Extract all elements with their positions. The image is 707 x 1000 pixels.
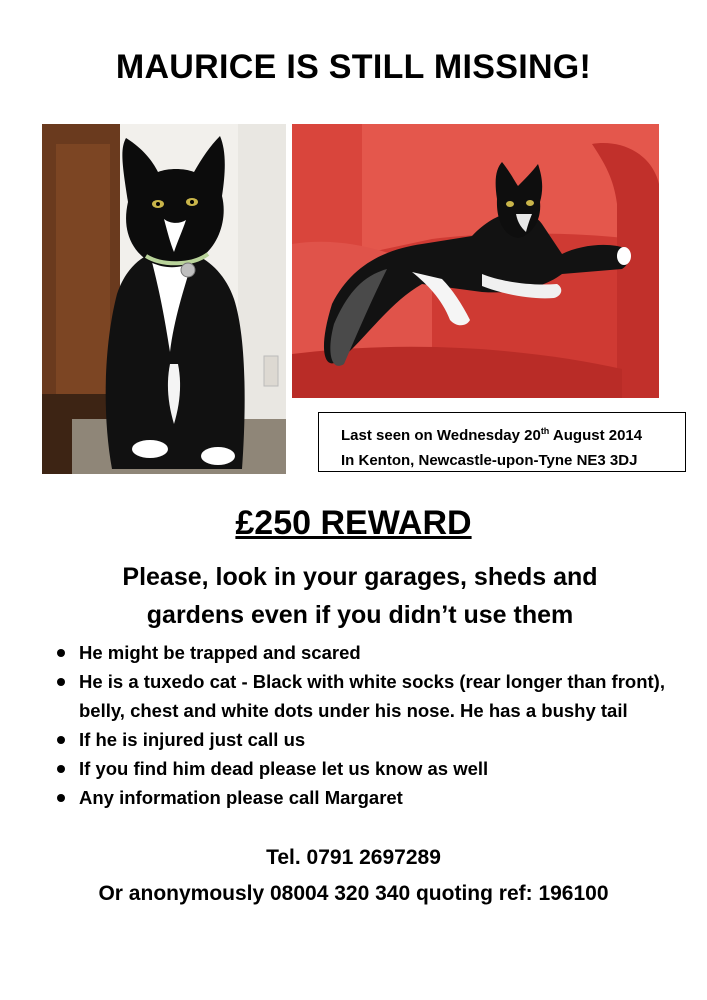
list-item: He is a tuxedo cat - Black with white socks (rear longer than front), belly, chest and white dots under his nose. He has a bushy tail: [55, 667, 695, 725]
reward-heading: £250 REWARD: [235, 504, 472, 542]
info-bullet-list: [55, 638, 695, 812]
list-item: If you find him dead please let us know as well: [55, 754, 695, 783]
plea-text: [60, 558, 660, 634]
last-seen-box: [318, 412, 686, 472]
telephone-number: Tel. 0791 2697289: [266, 846, 441, 869]
anonymous-contact: Or anonymously 08004 320 340 quoting ref: 196100: [98, 882, 609, 905]
list-item: He might be trapped and scared: [55, 638, 695, 667]
last-seen-date: Last seen on Wednesday 20th August 2014: [341, 426, 643, 444]
list-item: If he is injured just call us: [55, 725, 695, 754]
list-item: Any information please call Margaret: [55, 783, 695, 812]
plea-line-2: gardens even if you didn’t use them: [146, 601, 574, 629]
cat-sitting-photo: [42, 124, 286, 474]
cat-on-armchair-photo: [292, 124, 659, 398]
last-seen-location: In Kenton, Newcastle-upon-Tyne NE3 3DJ: [341, 452, 638, 469]
poster-title: MAURICE IS STILL MISSING!: [115, 48, 592, 86]
plea-line-1: Please, look in your garages, sheds and: [122, 563, 598, 591]
